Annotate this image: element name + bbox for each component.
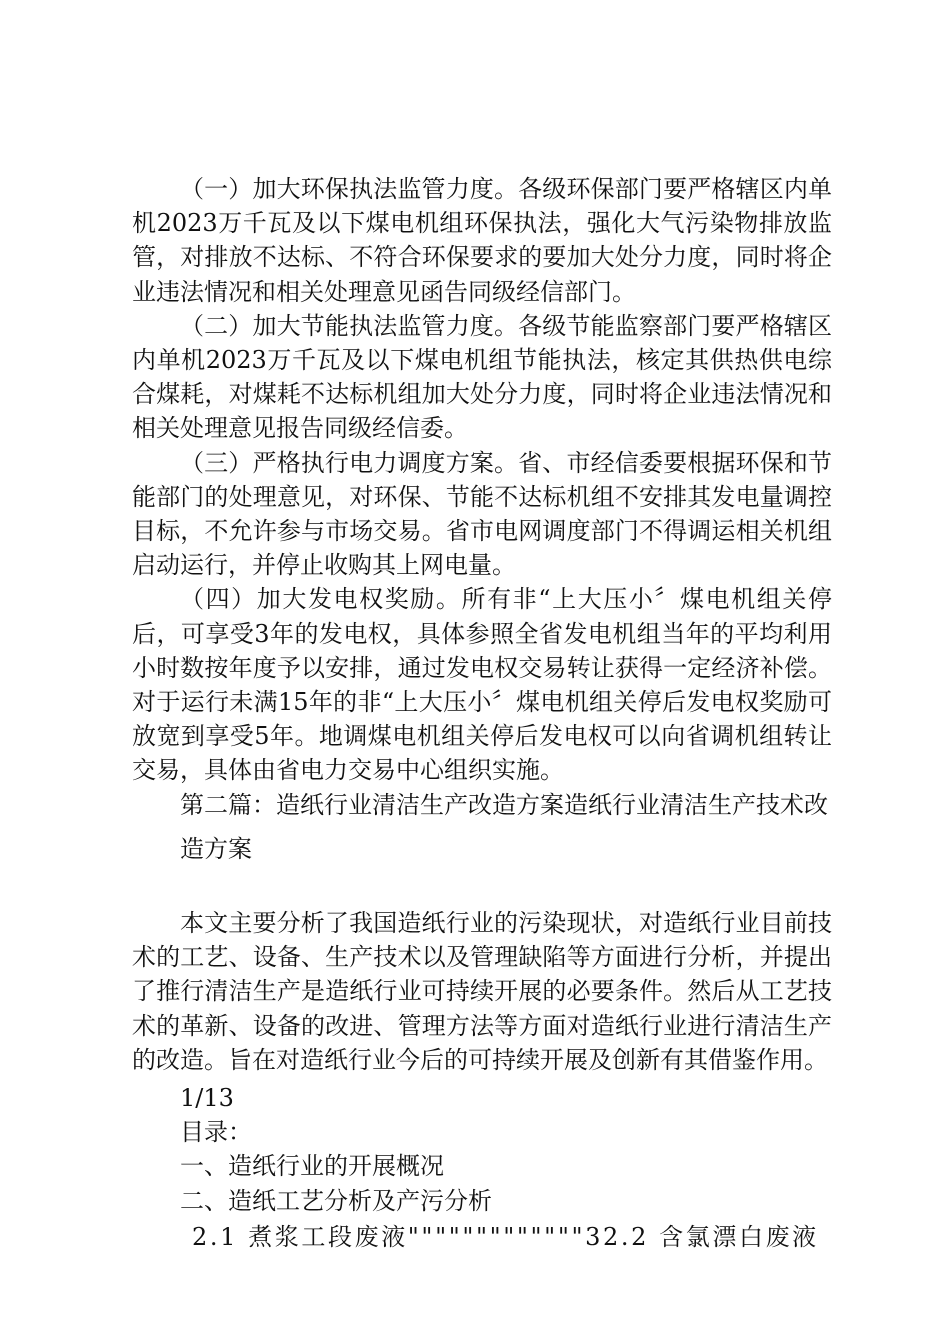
toc-title: 目录： (180, 1118, 252, 1147)
paragraph-4: （四）加大发电权奖励。所有非“上大压小〞煤电机组关停后，可享受3年的发电权，具体参照全省发电机组当年的平均利用小时数按年度予以安排，通过发电权交易转让获得一定经济补偿。对于运行未满15年的非“上大压小〞煤电机组关停后发电权奖励可放宽到享受5年。地调煤电机组关停后发电权可以向省调机组转让交易，具体由省电力交易中心组织实施。 (132, 585, 832, 785)
paragraph-1: （一）加大环保执法监管力度。各级环保部门要严格辖区内单机2023万千瓦及以下煤电机组环保执法，强化大气污染物排放监管，对排放不达标、不符合环保要求的要加大处分力度，同时将企业违法情况和相关处理意见函告同级经信部门。 (132, 175, 832, 306)
document-body (132, 172, 832, 1256)
section-2-title-continued: 造方案 (180, 834, 252, 863)
toc-subitem: 2.1 煮浆工段废液"""""""""""""32.2 含氯漂白废液 (192, 1222, 819, 1251)
toc-item-2: 二、造纸工艺分析及产污分析 (180, 1186, 492, 1215)
abstract-paragraph: 本文主要分析了我国造纸行业的污染现状，对造纸行业目前技术的工艺、设备、生产技术以及管理缺陷等方面进行分析，并提出了推行清洁生产是造纸行业可持续开展的必要条件。然后从工艺技术的革新、设备的改进、管理方法等方面对造纸行业进行清洁生产的改造。旨在对造纸行业今后的可持续开展及创新有其借鉴作用。 (132, 909, 832, 1074)
paragraph-3: （三）严格执行电力调度方案。省、市经信委要根据环保和节能部门的处理意见，对环保、节能不达标机组不安排其发电量调控目标，不允许参与市场交易。省市电网调度部门不得调运相关机组启动运行，并停止收购其上网电量。 (132, 448, 832, 580)
page-number: 1/13 (180, 1084, 234, 1113)
section-2-title: 第二篇：造纸行业清洁生产改造方案造纸行业清洁生产技术改 (180, 790, 828, 819)
toc-item-1: 一、造纸行业的开展概况 (180, 1152, 444, 1181)
paragraph-2: （二）加大节能执法监管力度。各级节能监察部门要严格辖区内单机2023万千瓦及以下煤电机组节能执法，核定其供热供电综合煤耗，对煤耗不达标机组加大处分力度，同时将企业违法情况和相关处理意见报告同级经信委。 (132, 311, 832, 443)
